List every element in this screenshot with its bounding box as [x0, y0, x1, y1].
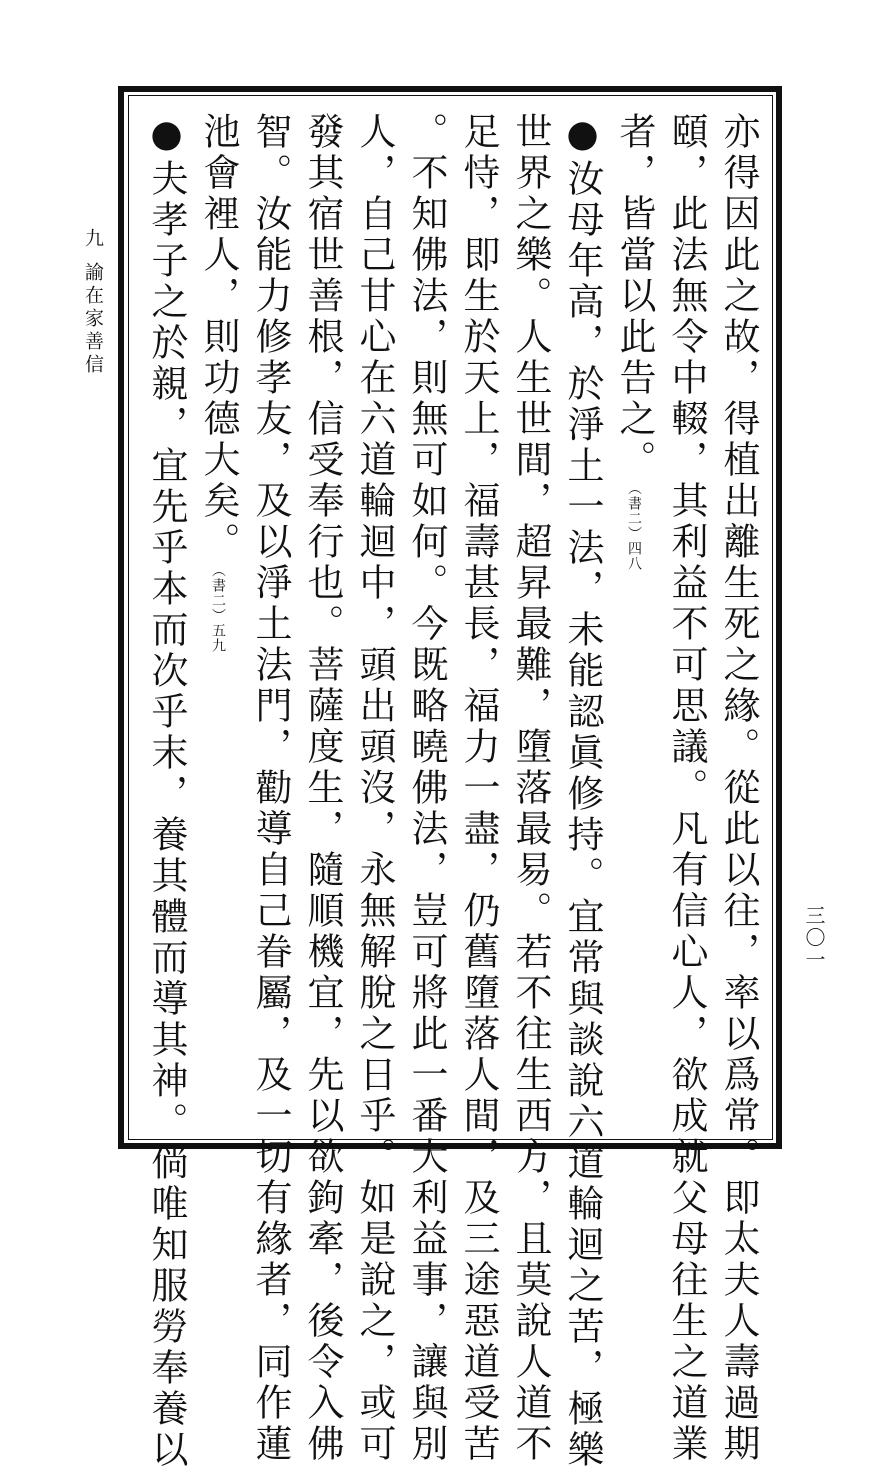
text-column: 人，自己甘心在六道輪迴中，頭出頭沒，永無解脫之日乎。如是說之，或可 — [353, 112, 396, 1465]
chapter-number: 九 — [82, 228, 104, 247]
text-column: 頤，此法無令中輟，其利益不可思議。凡有信心人，欲成就父母往生之道業 — [665, 112, 708, 1465]
text-column: 池會裡人，則功德大矣。（書二）五九 — [197, 112, 240, 653]
text-column: 。不知佛法，則無可如何。今既略曉佛法，豈可將此一番大利益事，讓與別 — [405, 112, 448, 1465]
text-column: 足恃，即生於天上，福壽甚長，福力一盡，仍舊墮落人間，及三途惡道受苦 — [457, 112, 500, 1465]
citation-note: （書二）五九 — [210, 563, 226, 653]
text-column: ●汝母年高，於淨土一法，未能認眞修持。宜常與談說六道輪迴之苦，極樂 — [561, 112, 604, 1471]
text-column: ●夫孝子之於親，宜先乎本而次乎末，養其體而導其神。倘唯知服勞奉養以 — [145, 112, 188, 1471]
text-column: 世界之樂。人生世間，超昇最難，墮落最易。若不往生西方，且莫說人道不 — [509, 112, 552, 1465]
section-title: 諭在家善信 — [82, 262, 104, 377]
text-column: 智。汝能力修孝友，及以淨土法門，勸導自己眷屬，及一切有緣者，同作蓮 — [249, 112, 292, 1465]
page-number: 三〇一 — [802, 905, 826, 971]
citation-note: （書二）四八 — [626, 481, 642, 571]
text-column: 者，皆當以此告之。（書二）四八 — [613, 112, 656, 571]
text-column: 亦得因此之故，得植出離生死之緣。從此以往，率以爲常。即太夫人壽過期 — [717, 112, 760, 1465]
text-column: 發其宿世善根，信受奉行也。菩薩度生，隨順機宜，先以欲鉤牽，後令入佛 — [301, 112, 344, 1465]
